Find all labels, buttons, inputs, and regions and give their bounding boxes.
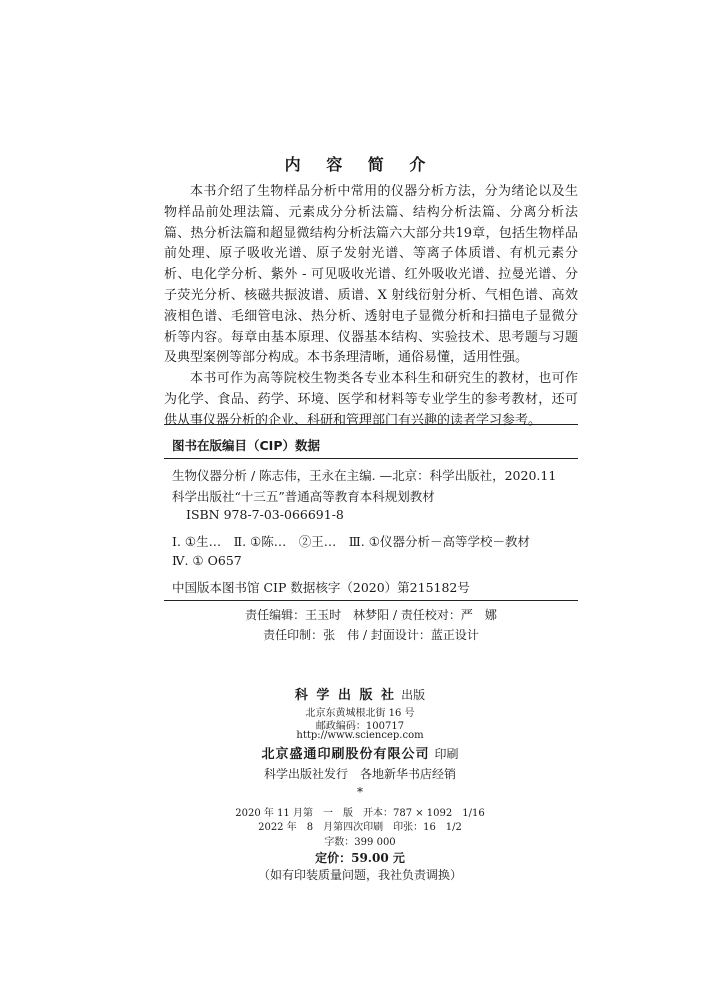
page-title: 内 容 简 介 <box>284 155 436 174</box>
publisher-name: 科 学 出 版 社 <box>294 688 396 703</box>
cip-classification: Ⅰ. ①生… Ⅱ. ①陈… ②王… Ⅲ. ①仪器分析－高等学校－教材 <box>172 534 530 549</box>
cip-bottom-rule <box>164 600 578 601</box>
printer-name: 北京盛通印刷股份有限公司 <box>261 747 430 762</box>
cip-isbn: ISBN 978-7-03-066691-8 <box>186 507 344 522</box>
word-count: 字数：399 000 <box>324 837 396 848</box>
cip-record-number: 中国版本图书馆 CIP 数据核字（2020）第215182号 <box>172 580 470 595</box>
cip-line-1: 生物仪器分析 / 陈志伟，王永在主编. —北京：科学出版社，2020.11 <box>172 468 557 483</box>
quality-notice: （如有印装质量问题，我社负责调换） <box>257 868 462 882</box>
printer-suffix: 印刷 <box>434 747 459 761</box>
price: 定价：59.00 元 <box>315 851 405 865</box>
edition-line-1: 2020 年 11 月第 一 版 开本：787 × 1092 1/16 <box>235 808 485 819</box>
editor-credits: 责任编辑：王玉时 林梦阳 / 责任校对：严 娜 <box>245 608 497 622</box>
cip-heading: 图书在版编目（CIP）数据 <box>172 438 320 453</box>
print-credits: 责任印制：张 伟 / 封面设计：蓝正设计 <box>263 628 479 642</box>
intro-paragraph-1: 本书介绍了生物样品分析中常用的仪器分析方法，分为绪论以及生物样品前处理法篇、元素成分分析法篇、结构分析法篇、分离分析法篇、热分析法篇和超显微结构分析法篇六大部分共19章，包括生物样品前处理、原子吸收光谱、原子发射光谱、等离子体质谱、有机元素分析、电化学分析、紫外 - 可见吸收光谱、红外吸收光谱、拉曼光谱、分子荧光分析、核磁共振波谱、质谱、X 射线衍射分析、气相色谱、高效液相色谱、毛细管电泳、热分析、透射电子显微分析和扫描电子显微分析等内容。每章由基本原理、仪器基本结构、实验技术、思考题与习题及典型案例等部分构成。本书条理清晰，通俗易懂，适用性强。 <box>164 184 578 366</box>
cip-top-rule <box>164 424 578 425</box>
publisher-suffix: 出版 <box>401 688 426 702</box>
cip-heading-rule <box>164 458 578 459</box>
publisher-line <box>0 684 720 703</box>
intro-paragraph-2: 本书可作为高等院校生物类各专业本科生和研究生的教材，也可作为化学、食品、药学、环境、医学和材料等专业学生的参考教材，还可供从事仪器分析的企业、科研和管理部门有兴趣的读者学习参考。 <box>164 371 578 428</box>
publisher-url: http://www.sciencep.com <box>296 730 424 741</box>
publisher-address: 北京东黄城根北街 16 号 <box>305 708 415 719</box>
cip-clc-number: Ⅳ. ① O657 <box>172 553 242 568</box>
printer-line <box>0 743 720 762</box>
cip-line-2: 科学出版社“十三五”普通高等教育本科规划教材 <box>172 489 435 504</box>
edition-line-2: 2022 年 8 月第四次印刷 印张：16 1/2 <box>258 822 462 833</box>
publisher-postcode: 邮政编码：100717 <box>315 721 405 732</box>
separator-star: * <box>357 785 363 799</box>
distribution-line: 科学出版社发行 各地新华书店经销 <box>263 767 456 781</box>
intro-text <box>164 182 578 432</box>
